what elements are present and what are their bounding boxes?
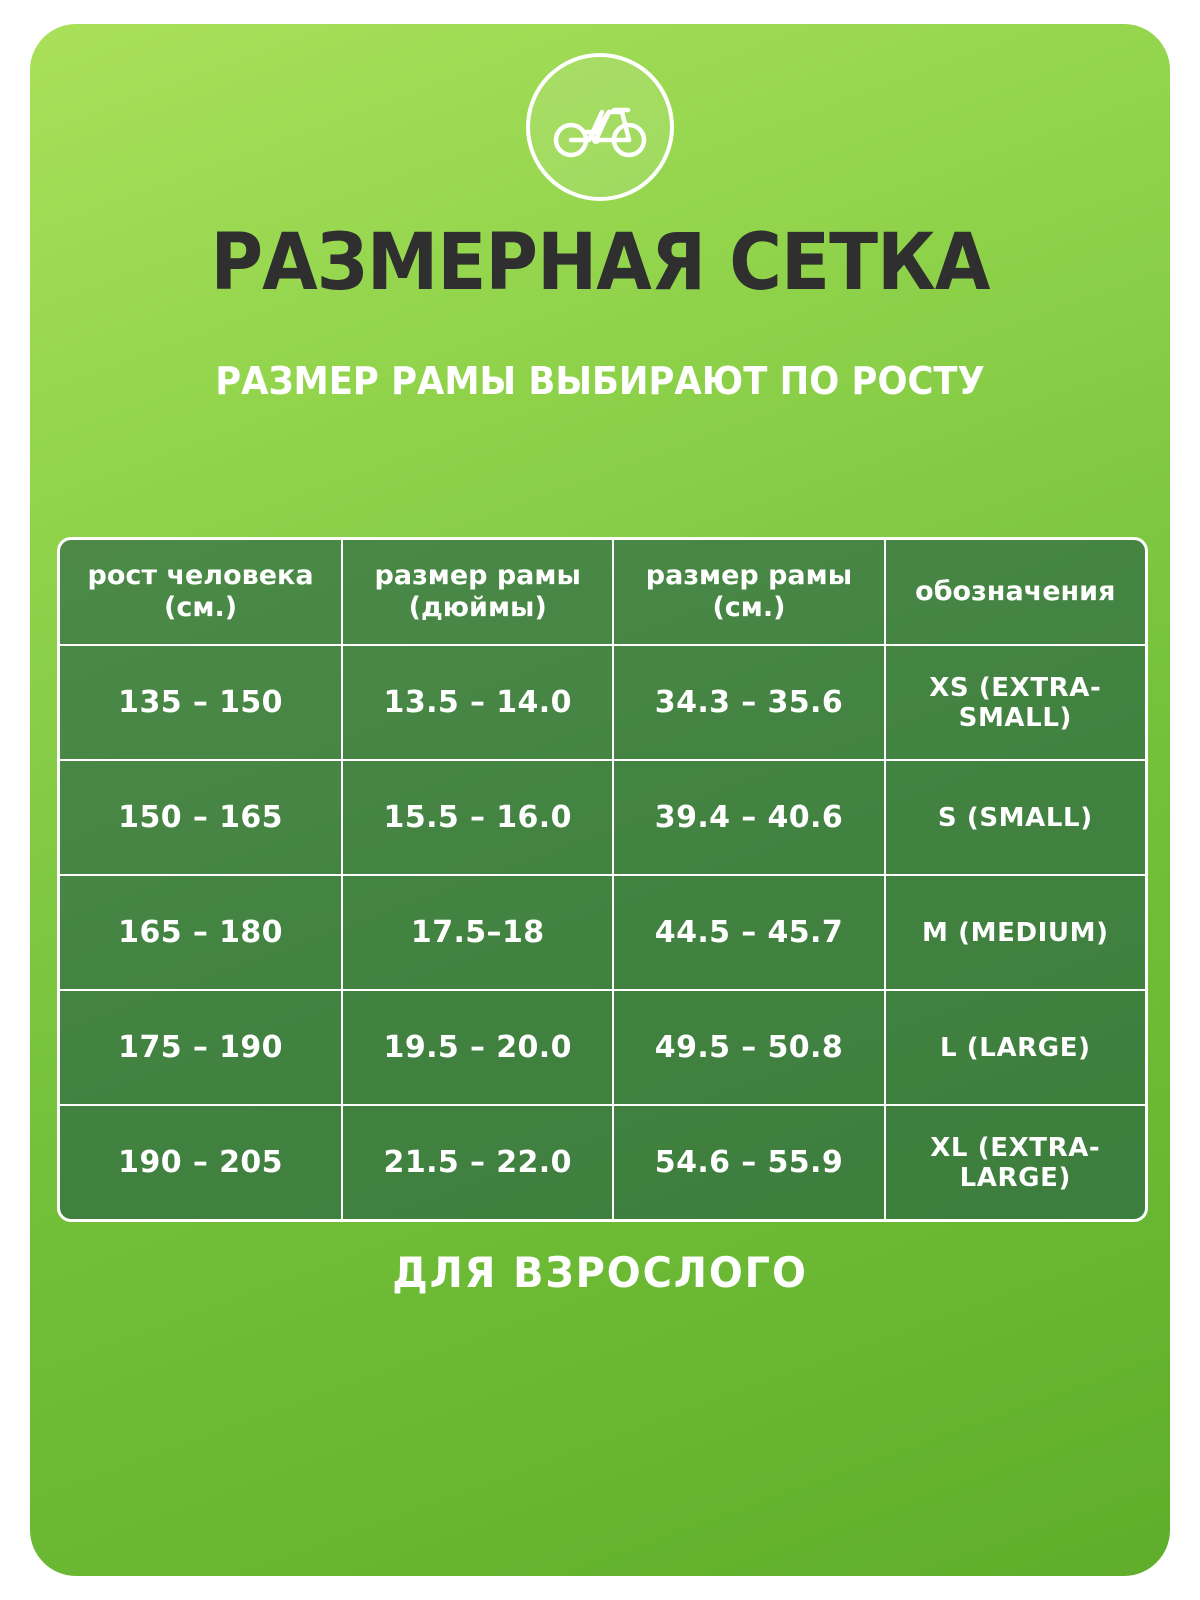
column-header-height: рост человека (см.) [60, 540, 342, 645]
cell-height: 190 – 205 [60, 1105, 342, 1219]
cell-designation: XL (EXTRA-LARGE) [885, 1105, 1145, 1219]
cell-height: 135 – 150 [60, 645, 342, 760]
table-row [60, 875, 1145, 990]
cell-frame-cm: 34.3 – 35.6 [613, 645, 884, 760]
cell-frame-inches: 13.5 – 14.0 [342, 645, 613, 760]
table-row [60, 990, 1145, 1105]
bicycle-icon [552, 96, 648, 158]
page-title: РАЗМЕРНАЯ СЕТКА [210, 218, 990, 308]
cell-height: 150 – 165 [60, 760, 342, 875]
cell-frame-cm: 49.5 – 50.8 [613, 990, 884, 1105]
cell-height: 175 – 190 [60, 990, 342, 1105]
cell-frame-inches: 19.5 – 20.0 [342, 990, 613, 1105]
cell-frame-inches: 17.5–18 [342, 875, 613, 990]
table-row [60, 760, 1145, 875]
cell-designation: S (SMALL) [885, 760, 1145, 875]
size-table [60, 540, 1145, 1219]
cell-designation: XS (EXTRA-SMALL) [885, 645, 1145, 760]
cell-frame-inches: 21.5 – 22.0 [342, 1105, 613, 1219]
size-table-container [57, 537, 1148, 1222]
cell-designation: M (MEDIUM) [885, 875, 1145, 990]
column-header-frame-inches: размер рамы (дюймы) [342, 540, 613, 645]
cell-frame-cm: 39.4 – 40.6 [613, 760, 884, 875]
cell-frame-cm: 54.6 – 55.9 [613, 1105, 884, 1219]
column-header-designation: обозначения [885, 540, 1145, 645]
logo-circle [526, 53, 674, 201]
logo [525, 52, 675, 202]
table-row [60, 645, 1145, 760]
cell-height: 165 – 180 [60, 875, 342, 990]
cell-frame-cm: 44.5 – 45.7 [613, 875, 884, 990]
size-chart-poster [30, 24, 1170, 1576]
table-row [60, 1105, 1145, 1219]
column-header-frame-cm: размер рамы (см.) [613, 540, 884, 645]
table-header-row [60, 540, 1145, 645]
cell-designation: L (LARGE) [885, 990, 1145, 1105]
footer-note: ДЛЯ ВЗРОСЛОГО [392, 1248, 808, 1297]
page-subtitle: РАЗМЕР РАМЫ ВЫБИРАЮТ ПО РОСТУ [215, 359, 985, 403]
cell-frame-inches: 15.5 – 16.0 [342, 760, 613, 875]
